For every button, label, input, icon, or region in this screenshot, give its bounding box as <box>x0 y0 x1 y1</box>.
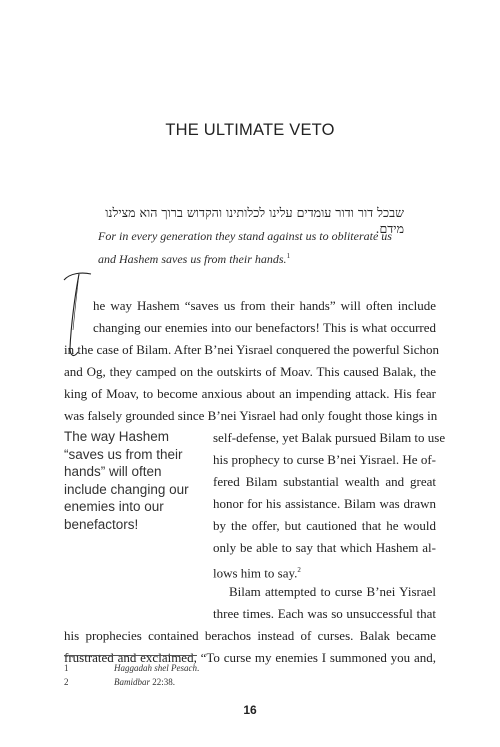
footnote-rest: 22:38. <box>150 677 176 687</box>
epigraph-line-2: and Hashem saves us from their hands. <box>98 252 287 266</box>
footnote-source: Haggadah shel Pesach <box>114 663 197 673</box>
body-line: self-defense, yet Balak pursued Bilam to use <box>213 430 446 445</box>
page-number: 16 <box>243 703 257 717</box>
body-line: his prophecies contained berachos instead of curses. Balak became <box>64 628 436 643</box>
body-line: fered Bilam substantial wealth and great <box>213 474 436 489</box>
body-line: Bilam attempted to curse B’nei Yisrael <box>229 584 436 599</box>
footnote-number: 2 <box>64 677 69 687</box>
epigraph-hebrew: שבכל דור ודור עומדים עלינו לכלותינו והקדוש ברוך הוא מצילנו מידם. <box>105 205 404 236</box>
body-line: in the case of Bilam. After B’nei Yisrael conquered the powerful Sichon <box>64 342 439 357</box>
body-line: was falsely grounded since B’nei Yisrael had only fought those kings in <box>64 408 438 423</box>
footnote-rest: . <box>197 663 200 673</box>
footnote-1 <box>64 662 199 674</box>
drop-cap-letter: T <box>62 270 63 271</box>
footnote-source: Bamidbar <box>114 677 150 687</box>
body-line: and Og, they camped on the outskirts of Moav. This caused Balak, the <box>64 364 436 379</box>
epigraph-translation <box>98 226 408 269</box>
body-line: king of Moav, to become anxious about an impending attack. His fear <box>64 386 436 401</box>
body-line: his prophecy to curse B’nei Yisrael. He of- <box>213 452 436 467</box>
body-line: he way Hashem “saves us from their hands” will often include <box>93 298 436 313</box>
body-line: only be able to say that which Hashem al- <box>213 540 436 555</box>
footnote-number: 1 <box>64 663 69 673</box>
footnote-ref-1: 1 <box>286 252 291 260</box>
body-line: honor for his assistance. Bilam was drawn <box>213 496 436 511</box>
footnote-separator <box>64 655 197 656</box>
epigraph-line-1: For in every generation they stand against us to obliterate us <box>98 229 392 243</box>
body-line-text: lows him to say. <box>213 565 298 581</box>
body-line: three times. Each was so unsuccessful that <box>213 606 436 621</box>
chapter-title: THE ULTIMATE VETO <box>165 121 335 139</box>
pull-quote: The way Hashem “saves us from their hands” will often include changing our enemies into our benefactors! <box>64 429 189 532</box>
body-line: frustrated and exclaimed, “To curse my enemies I summoned you and, <box>64 650 436 665</box>
body-line: changing our enemies into our benefactors! This is what occurred <box>93 320 436 335</box>
footnote-2 <box>64 676 175 688</box>
footnote-ref-2: 2 <box>297 566 301 574</box>
body-line: by the offer, but cautioned that he would <box>213 518 436 533</box>
body-line <box>213 562 436 581</box>
